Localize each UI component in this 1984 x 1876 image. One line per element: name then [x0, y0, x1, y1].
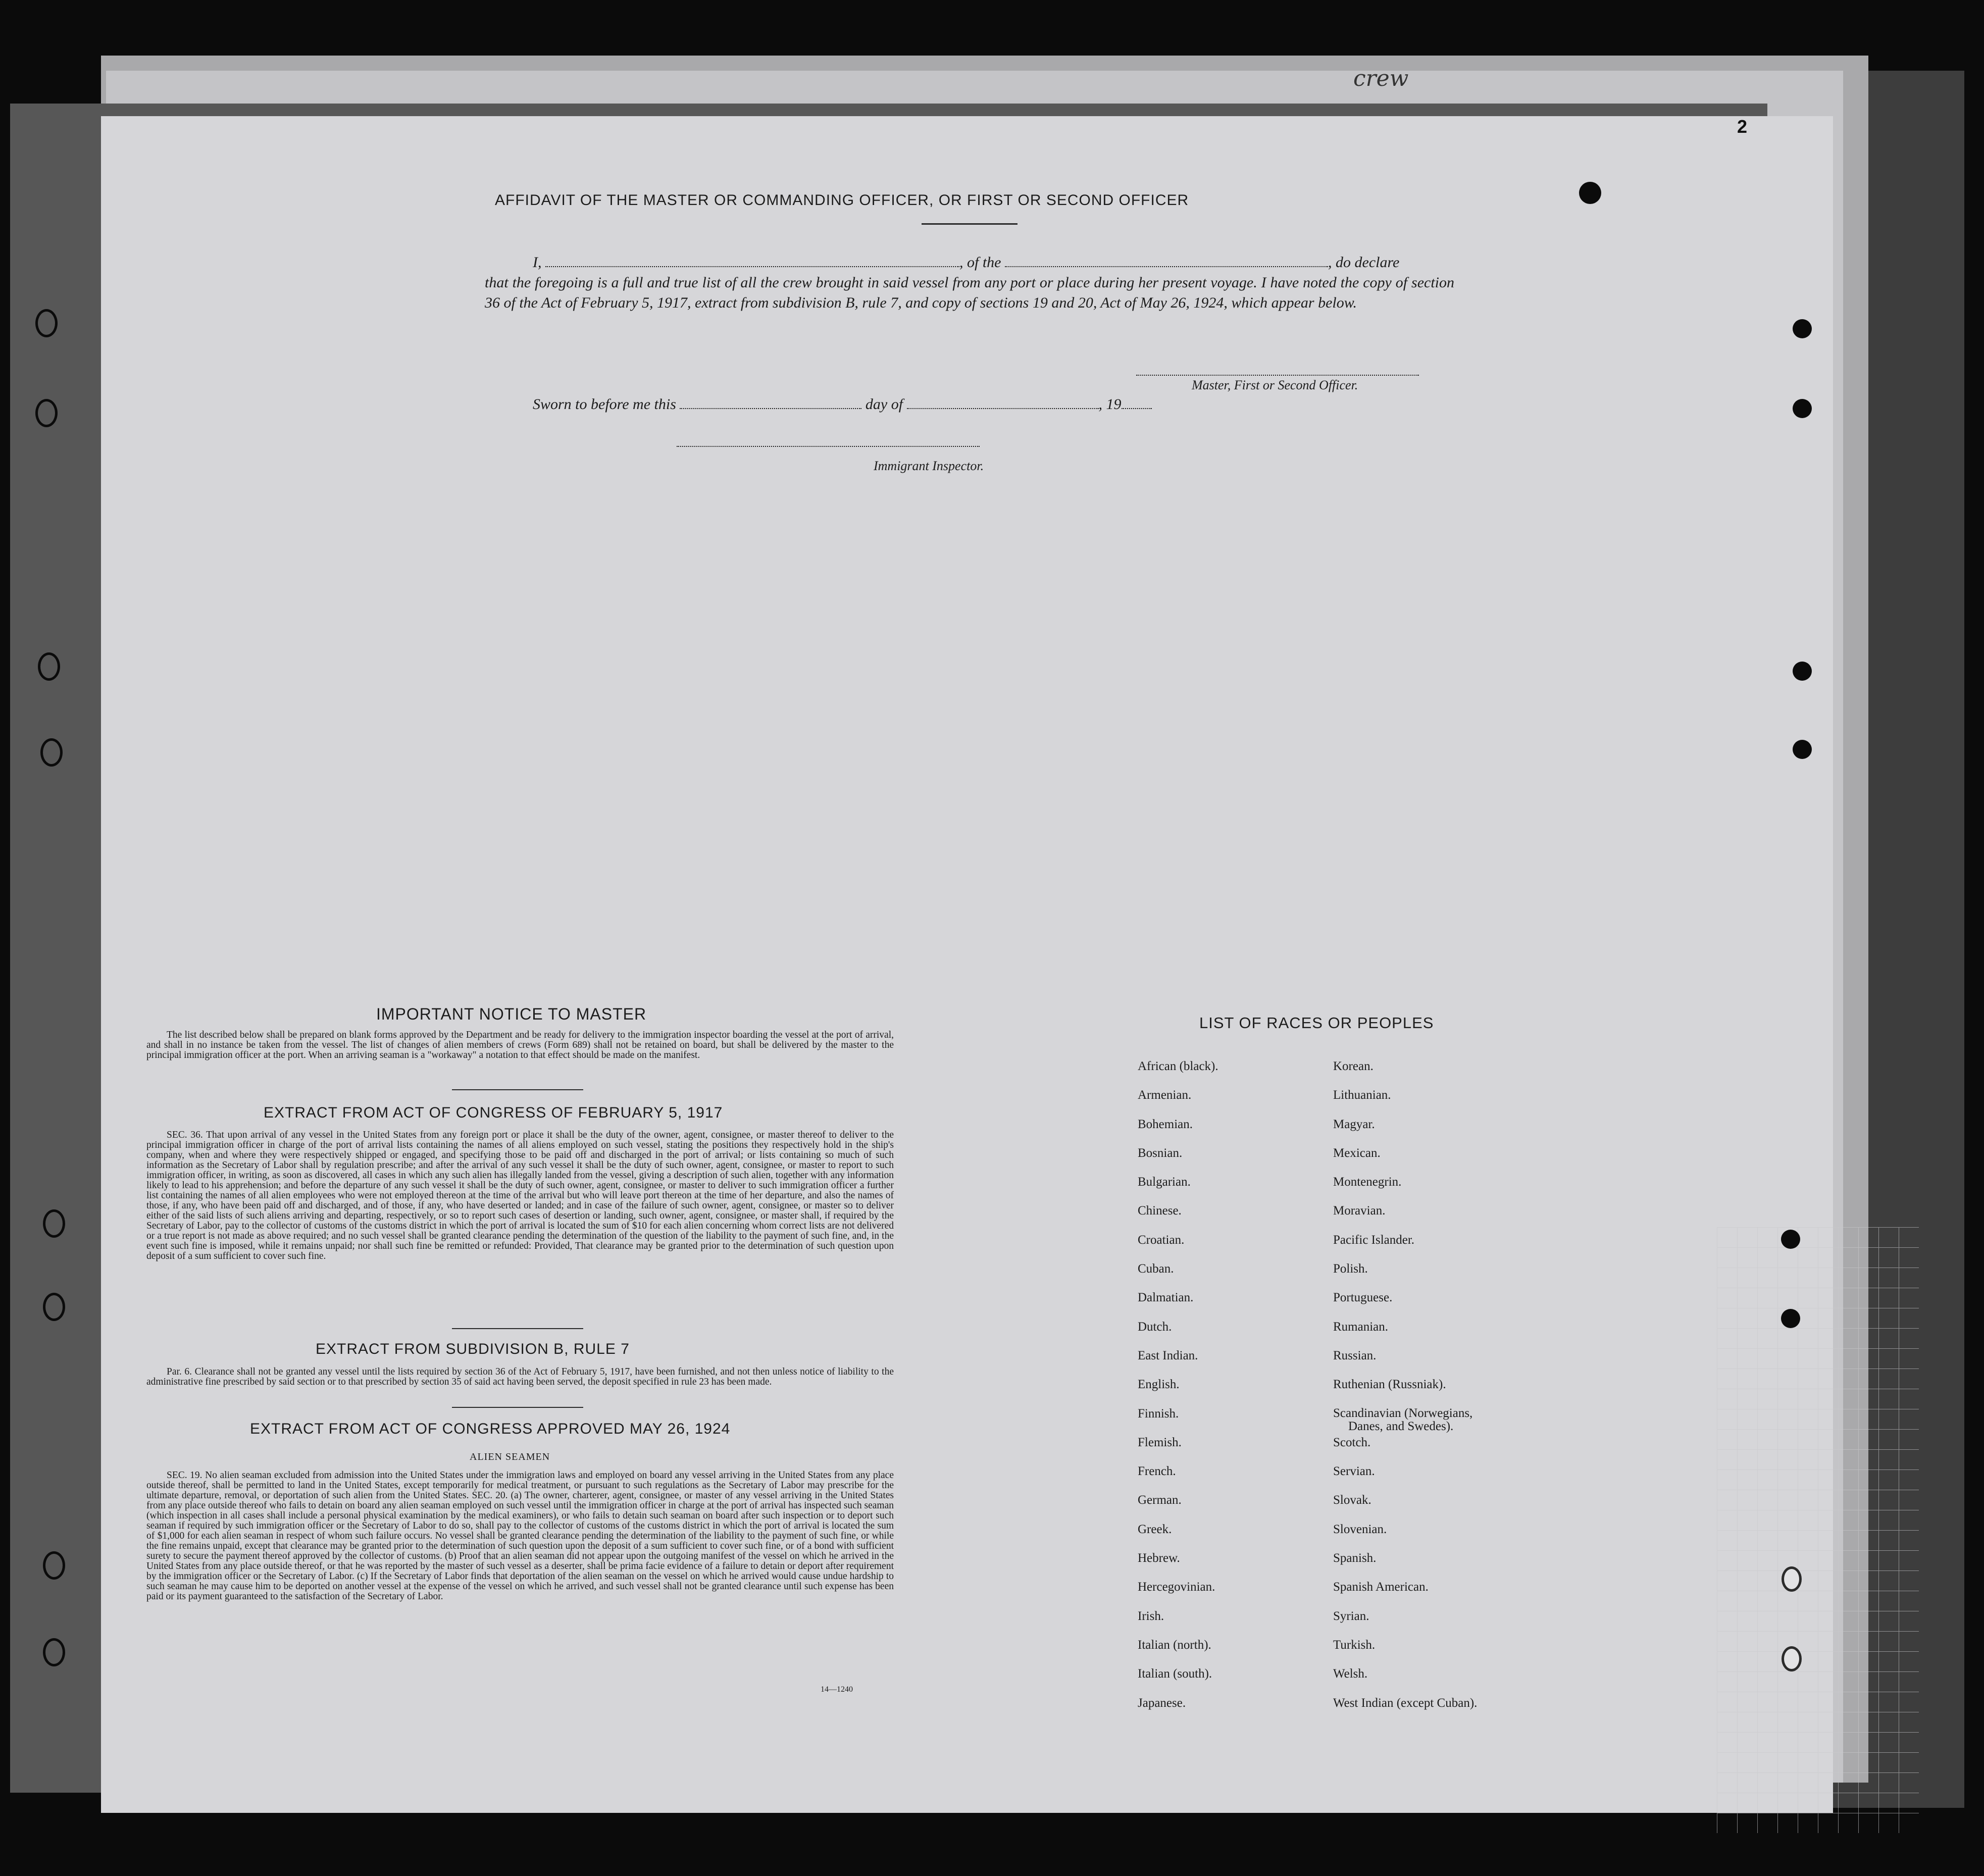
list-item: Mexican.	[1333, 1146, 1381, 1160]
list-item: Italian (south).	[1138, 1667, 1212, 1681]
inspector-label: Immigrant Inspector.	[874, 459, 984, 473]
list-item: Ruthenian (Russniak).	[1333, 1378, 1446, 1392]
list-item: Lithuanian.	[1333, 1088, 1391, 1102]
list-item: Pacific Islander.	[1333, 1233, 1415, 1247]
notice-text: The list described below shall be prepared on blank forms approved by the Department and be ready for delivery to the immigration inspector boarding the vessel at the port of arrival, and shall in no instance be taken from the vessel. The list of changes of alien members of crews (Form 689) shall not be retained on board, but shall be delivered by the master to the principal immigration officer at the port. When an arriving seaman is a "workaway" a notation to that effect should be made on the manifest.	[146, 1030, 894, 1060]
list-item: Armenian.	[1138, 1088, 1192, 1102]
affidavit-i-label: I,	[533, 254, 542, 271]
list-item: Welsh.	[1333, 1667, 1368, 1681]
list-item: Finnish.	[1138, 1406, 1179, 1421]
list-item: Cuban.	[1138, 1262, 1174, 1276]
binding-ring-icon	[43, 1209, 65, 1238]
divider	[452, 1328, 583, 1329]
list-item: Dalmatian.	[1138, 1291, 1194, 1305]
list-item: Slovak.	[1333, 1493, 1371, 1507]
sworn-day-field[interactable]	[680, 395, 861, 409]
affidavit-declare-label: , do declare	[1328, 254, 1400, 271]
list-item-scandinavian	[1333, 1407, 1477, 1436]
binding-ring-icon	[43, 1638, 65, 1666]
list-item: Korean.	[1333, 1059, 1373, 1073]
punch-hole-icon	[1782, 1646, 1802, 1671]
punch-hole-icon	[1793, 399, 1812, 418]
rule7-text: Par. 6. Clearance shall not be granted any vessel until the lists required by section 36 of the Act of February 5, 1917, have been furnished, and not then unless notice of liability to the administrative fine prescribed by said section or to that prescribed by section 35 of said act having been served, the deposit specified in rule 23 has been made.	[146, 1366, 894, 1387]
list-item: Dutch.	[1138, 1320, 1172, 1334]
list-item: Hercegovinian.	[1138, 1580, 1215, 1594]
list-item: English.	[1138, 1378, 1180, 1392]
binding-ring-icon	[43, 1551, 65, 1580]
handwritten-note: crew	[1353, 66, 1409, 91]
list-item: Spanish.	[1333, 1551, 1377, 1565]
sworn-prefix: Sworn to before me this	[533, 396, 676, 413]
list-item: Italian (north).	[1138, 1638, 1211, 1652]
list-item: Bohemian.	[1138, 1117, 1193, 1131]
sworn-month-field[interactable]	[907, 395, 1099, 409]
extract-1917-text: SEC. 36. That upon arrival of any vessel in the United States from any foreign port or place it shall be the duty of the owner, agent, consignee, or master thereof to deliver to the principal immigration officer in charge of the port of arrival lists containing the names of all aliens employed on such vessel, stating the positions they respectively hold in the ship's company, when and where they were respectively shipped or engaged, and specifying those to be paid off and discharged in the port of arrival; or lists containing so much of such information as the Secretary of Labor shall by regulation prescribe; and after the arrival of any such vessel it shall be the duty of such owner, agent, consignee, or master to report to such immigration officer, in writing, as soon as discovered, all cases in which any such alien has illegally landed from the vessel, giving a description of such alien, together with any information likely to lead to his apprehension; and before the departure of any such vessel it shall be the duty of such owner, agent, consignee, or master to deliver to such immigration officer a further list containing the names of all alien employees who were not employed thereon at the time of the arrival but who will leave port thereon at the time of her departure, and also the names of those, if any, who have been paid off and discharged, and of those, if any, who have deserted or landed; and in case of the failure of such owner, agent, consignee, or master so to deliver either of the said lists of such aliens arriving and departing, respectively, or so to report such cases of desertion or landing, such owner, agent, consignee, or master shall, if required by the Secretary of Labor, pay to the collector of customs of the customs district in which the port of arrival is located the sum of $10 for each alien concerning whom correct lists are not delivered or a true report is not made as above required; and no such vessel shall be granted clearance pending the determination of the question of the liability to the payment of such fine, and, in the event such fine is imposed, while it remains unpaid; nor shall such fine be remitted or refunded: Provided, That clearance may be granted prior to the determination of such question upon deposit of a sum sufficient to cover such fine.	[146, 1130, 894, 1261]
list-item: German.	[1138, 1493, 1182, 1507]
inspector-signature-field[interactable]	[677, 446, 980, 447]
binding-ring-icon	[35, 399, 58, 427]
divider	[452, 1407, 583, 1408]
list-item: Rumanian.	[1333, 1320, 1389, 1334]
list-item: Magyar.	[1333, 1117, 1375, 1131]
sworn-line	[533, 395, 1152, 413]
punch-hole-icon	[1579, 182, 1601, 204]
affidavit-title: AFFIDAVIT OF THE MASTER OR COMMANDING OFFICER, OR FIRST OR SECOND OFFICER	[495, 192, 1189, 209]
list-item: French.	[1138, 1464, 1176, 1479]
races-title: LIST OF RACES OR PEOPLES	[1199, 1014, 1434, 1032]
form-number: 14—1240	[821, 1685, 853, 1694]
list-item: Greek.	[1138, 1522, 1172, 1536]
list-item: Hebrew.	[1138, 1551, 1180, 1565]
extract-1924-title: EXTRACT FROM ACT OF CONGRESS APPROVED MAY 26, 1924	[250, 1421, 731, 1437]
list-item: Portuguese.	[1333, 1291, 1393, 1305]
races-column-1	[1138, 1059, 1218, 1725]
list-item: Turkish.	[1333, 1638, 1376, 1652]
divider	[922, 223, 1018, 225]
punch-hole-icon	[1793, 740, 1812, 759]
rule7-title: EXTRACT FROM SUBDIVISION B, RULE 7	[316, 1341, 630, 1357]
list-item: Russian.	[1333, 1348, 1377, 1362]
list-item: Chinese.	[1138, 1204, 1182, 1218]
list-item: Syrian.	[1333, 1609, 1369, 1623]
affidavit-body: that the foregoing is a full and true list of all the crew brought in said vessel from any port or place during her present voyage. I have noted the copy of section 36 of the Act of February 5, 1917, extract from subdivision B, rule 7, and copy of sections 19 and 20, Act of May 26, 1924, which appear below.	[485, 274, 1454, 311]
punch-hole-icon	[1781, 1309, 1800, 1328]
vessel-name-field[interactable]	[1005, 253, 1328, 267]
punch-hole-icon	[1781, 1230, 1800, 1249]
officer-name-field[interactable]	[545, 253, 959, 267]
list-item: Irish.	[1138, 1609, 1164, 1623]
page-number: 2	[1737, 116, 1748, 137]
list-item-text-cont: Danes, and Swedes).	[1348, 1419, 1454, 1433]
extract-1917-title: EXTRACT FROM ACT OF CONGRESS OF FEBRUARY 5, 1917	[264, 1104, 723, 1121]
list-item: Slovenian.	[1333, 1522, 1387, 1536]
list-item-text: Scandinavian (Norwegians,	[1333, 1406, 1473, 1420]
list-item: Bulgarian.	[1138, 1175, 1191, 1189]
sworn-year-label: , 19	[1098, 396, 1122, 413]
extract-1924-text: SEC. 19. No alien seaman excluded from admission into the United States under the immigration laws and employed on board any vessel arriving in the United States from any place outside thereof, shall be permitted to land in the United States, except temporarily for medical treatment, or pursuant to such regulations as the Secretary of Labor may prescribe for the ultimate departure, removal, or deportation of such alien from the United States. SEC. 20. (a) The owner, charterer, agent, consignee, or master of any vessel arriving in the United States from any place outside thereof who fails to detain on board any alien seaman employed on such vessel until the immigration officer in charge at the port of arrival has inspected such seaman (which inspection in all cases shall include a personal physical examination by the medical examiners), or who fails to detain such seaman on board after such inspection or to deport such seaman if required by such immigration officer or the Secretary of Labor to do so, shall pay to the collector of customs of the customs district in which the port of arrival is located the sum of $1,000 for each alien seaman in respect of whom such failure occurs. No vessel shall be granted clearance pending the determination of the liability to the payment of such fine, or while the fine remains unpaid, except that clearance may be granted prior to the determination of such question upon the deposit of a sum sufficient to cover such fine, or of a bond with sufficient surety to secure the payment thereof approved by the collector of customs. (b) Proof that an alien seaman did not appear upon the outgoing manifest of the vessel on which he arrived in the United States from any place outside thereof, or that he was reported by the master of such vessel as a deserter, shall be prima facie evidence of a failure to detain or deport after requirement by the immigration officer or the Secretary of Labor. (c) If the Secretary of Labor finds that deportation of the alien seaman on the vessel on which he arrived would cause undue hardship to such seaman he may cause him to be deported on another vessel at the expense of the vessel on which he arrived, and such vessel shall not be granted clearance until such expense has been paid or its payment guaranteed to the satisfaction of the Secretary of Labor.	[146, 1470, 894, 1602]
list-item: West Indian (except Cuban).	[1333, 1696, 1478, 1710]
list-item: Montenegrin.	[1333, 1175, 1402, 1189]
punch-hole-icon	[1793, 662, 1812, 681]
alien-seamen-subtitle: ALIEN SEAMEN	[470, 1451, 550, 1462]
list-item: Japanese.	[1138, 1696, 1186, 1710]
affidavit-text	[485, 252, 1454, 313]
list-item: Spanish American.	[1333, 1580, 1429, 1594]
list-item: Croatian.	[1138, 1233, 1185, 1247]
bleed-through-grid	[1717, 1227, 1919, 1833]
master-label: Master, First or Second Officer.	[1192, 378, 1358, 392]
master-signature-field[interactable]	[1136, 375, 1419, 376]
binding-ring-icon	[43, 1293, 65, 1321]
binding-ring-icon	[40, 738, 63, 767]
list-item: Flemish.	[1138, 1435, 1182, 1449]
list-item: Moravian.	[1333, 1204, 1386, 1218]
list-item: East Indian.	[1138, 1348, 1198, 1362]
punch-hole-icon	[1782, 1566, 1802, 1592]
races-column-2	[1333, 1059, 1477, 1725]
list-item: African (black).	[1138, 1059, 1218, 1073]
binding-ring-icon	[35, 309, 58, 337]
affidavit-of-the-label: , of the	[959, 254, 1001, 271]
sworn-year-field[interactable]	[1122, 395, 1152, 409]
list-item: Polish.	[1333, 1262, 1368, 1276]
binding-ring-icon	[38, 652, 60, 681]
list-item: Scotch.	[1333, 1435, 1371, 1449]
sworn-day-of-label: day of	[865, 396, 903, 413]
notice-title: IMPORTANT NOTICE TO MASTER	[376, 1005, 647, 1023]
divider	[452, 1089, 583, 1090]
list-item: Servian.	[1333, 1464, 1375, 1479]
list-item: Bosnian.	[1138, 1146, 1183, 1160]
punch-hole-icon	[1793, 319, 1812, 338]
